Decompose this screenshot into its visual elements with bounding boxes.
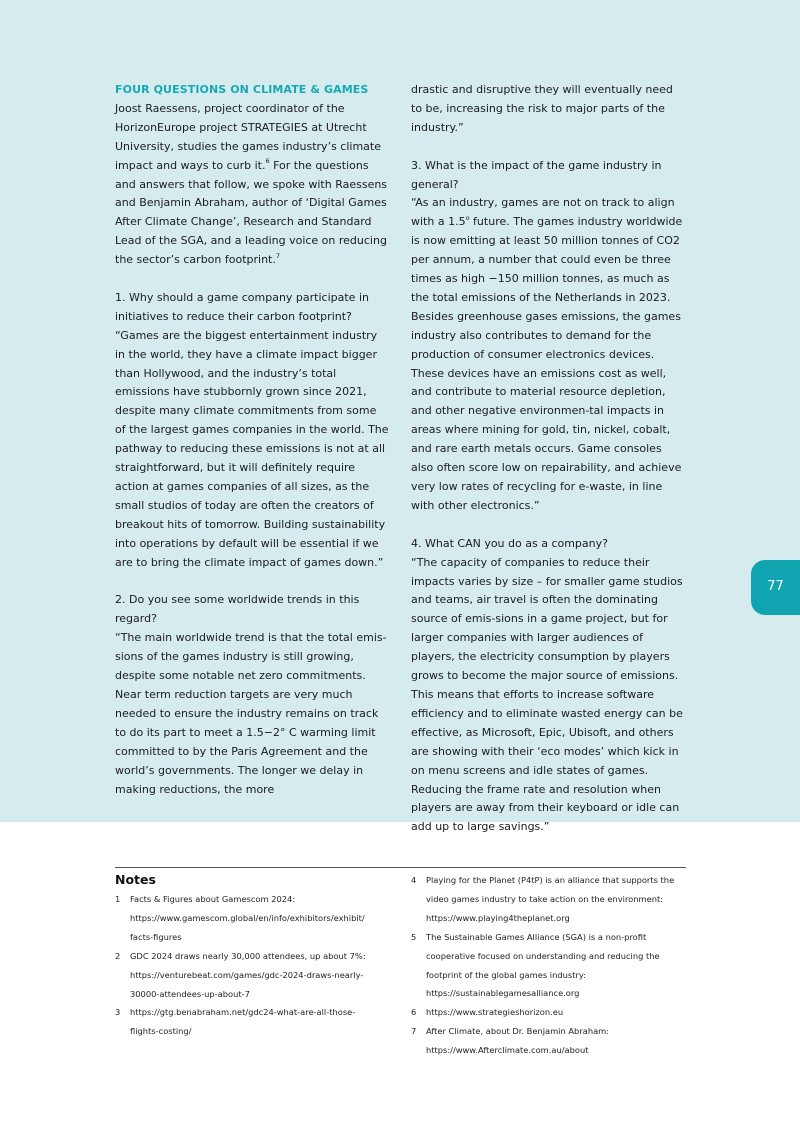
note-link[interactable]: flights-costing/ <box>130 1026 192 1037</box>
answer-3: “As an industry, games are not on track to align with a 1.5$^o$ future. The games industry worldwide is now emitting at least 50 million tonnes of CO2 per annum, a number that could even be three times as high −150 million tonnes, as much as the total emissions of the Netherlands in 2023. Besides greenhouse gases emissions, the games industry also contributes to demand for the production of consumer electronics devices. These devices have an emissions cost as well, and contribute to material resource depletion, and other negative environmen-tal impacts in areas where mining for gold, tin, nickel, cobalt, and rare earth metals occurs. Game consoles also often score low on repairability, and achieve very low rates of recycling for e-waste, in line with other electronics.” <box>411 196 683 512</box>
note-item: 1 Facts & Figures about Gamescom 2024: https://www.gamescom.global/en/info/exhibitors/exhibit/ facts-figures <box>115 890 385 947</box>
intro-paragraph: Joost Raessens, project coordinator of the HorizonEurope project STRATEGIES at Utrecht University, studies the games industry’s climate impact and ways to curb it.$^6$ For the questions and answers that follow, we spoke with Raessens and Benjamin Abraham, author of ‘Digital Games After Climate Change’, Research and Standard Lead of the SGA, and a leading voice on reducing the sector’s carbon footprint.$^7$ <box>115 101 388 267</box>
notes-list-left <box>115 890 385 1041</box>
note-link[interactable]: https://www.Afterclimate.com.au/about <box>426 1045 589 1056</box>
note-item: 4 Playing for the Planet (P4tP) is an alliance that supports the video games industry to take action on the environment: https://www.playing4theplanet.org <box>411 871 686 928</box>
note-link[interactable]: 30000-attendees-up-about-7 <box>130 988 250 999</box>
answer-1: “Games are the biggest entertainment industry in the world, they have a climate impact bigger than Hollywood, and the industry’s total emissions have stubbornly grown since 2021, despite many climate commitments from some of the largest games companies in the world. The pathway to reducing these emissions is not at all straightforward, but it will definitely require action at games companies of all sizes, as the small studios of today are often the creators of breakout hits of tomorrow. Building sustainability into operations by default will be essential if we are to bring the climate impact of games down.” <box>115 328 389 569</box>
note-link[interactable]: https://gtg.benabraham.net/gdc24-what-are-all-those- <box>130 1007 356 1018</box>
note-link[interactable]: https://www.strategieshorizon.eu <box>426 1007 564 1018</box>
note-link[interactable]: https://www.gamescom.global/en/info/exhibitors/exhibit/ <box>130 912 365 923</box>
degree-symbol: o <box>465 213 470 222</box>
note-item: 2 GDC 2024 draws nearly 30,000 attendees, up about 7%: https://venturebeat.com/games/gdc-2024-draws-nearly- 30000-attendees-up-about-7 <box>115 947 385 1004</box>
answer-2-part-2: drastic and disruptive they will eventually need to be, increasing the risk to major parts of the industry.” <box>411 83 673 134</box>
note-link[interactable]: https://sustainablegamesalliance.org <box>426 988 580 999</box>
footnote-ref-7[interactable]: 7 <box>275 251 281 260</box>
note-link[interactable]: https://venturebeat.com/games/gdc-2024-draws-nearly- <box>130 969 364 980</box>
question-3: 3. What is the impact of the game industry in general? <box>411 158 662 191</box>
page-number: 77 <box>767 579 784 594</box>
note-item: 5 The Sustainable Games Alliance (SGA) is a non-profit cooperative focused on understanding and reducing the footprint of the global games industry: https://sustainablegamesalliance.org <box>411 928 686 1004</box>
question-4: 4. What CAN you do as a company? <box>411 536 608 550</box>
note-item: 6 https://www.strategieshorizon.eu <box>411 1003 686 1022</box>
question-2: 2. Do you see some worldwide trends in this regard? <box>115 593 360 626</box>
answer-4: “The capacity of companies to reduce their impacts varies by size – for smaller game studios and teams, air travel is often the dominating source of emis-sions in a game project, but for larger companies with larger audiences of players, the electricity consumption by players grows to become the major source of emissions. This means that efforts to increase software efficiency and to eliminate wasted energy can be effective, as Microsoft, Epic, Ubisoft, and others are showing with their ‘eco modes’ which kick in on menu screens and idle states of games. Reducing the frame rate and resolution when players are away from their keyboard or idle can add up to large savings.” <box>411 555 683 834</box>
question-1: 1. Why should a game company participate in initiatives to reduce their carbon footprint? <box>115 290 369 323</box>
page-number-tab <box>751 560 800 615</box>
note-link[interactable]: https://www.playing4theplanet.org <box>426 912 570 923</box>
article-column-left <box>115 81 390 799</box>
notes-title: Notes <box>115 872 156 887</box>
note-item: 7 After Climate, about Dr. Benjamin Abraham: https://www.Afterclimate.com.au/about <box>411 1022 686 1060</box>
note-link[interactable]: facts-figures <box>130 931 182 942</box>
answer-2-part-1: “The main worldwide trend is that the total emis-sions of the games industry is still growing, despite some notable net zero commitments. Near term reduction targets are very much needed to ensure the industry remains on track to do its part to meet a 1.5−2° C warming limit committed to by the Paris Agreement and the world’s governments. The longer we delay in making reductions, the more <box>115 631 387 796</box>
notes-divider <box>115 867 686 868</box>
notes-list-right <box>411 871 686 1060</box>
note-item: 3 https://gtg.benabraham.net/gdc24-what-are-all-those- flights-costing/ <box>115 1003 385 1041</box>
footnote-ref-6[interactable]: 6 <box>265 156 270 165</box>
article-heading: FOUR QUESTIONS ON CLIMATE & GAMES <box>115 83 369 96</box>
article-column-right <box>411 81 686 837</box>
